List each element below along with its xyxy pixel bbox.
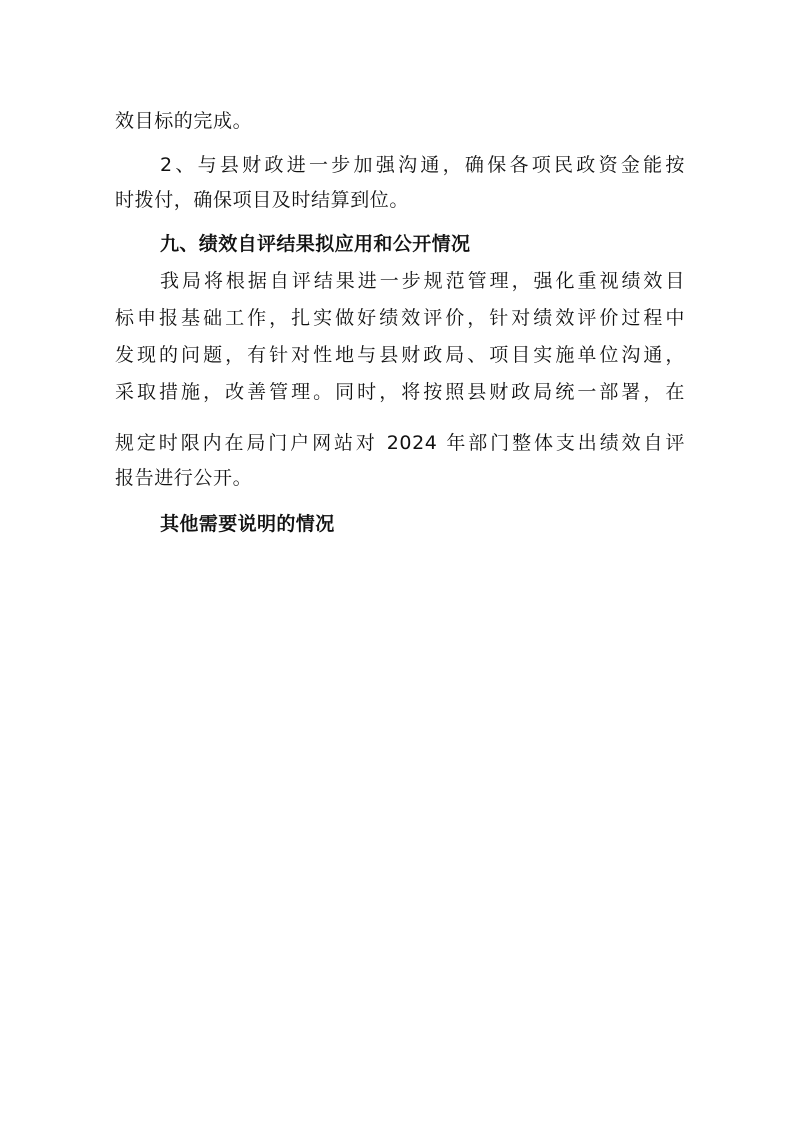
paragraph-item-2-line-2: 时拨付，确保项目及时结算到位。 [115,189,410,211]
paragraph-line-3: 发现的问题，有针对性地与县财政局、项目实施单位沟通， [115,344,685,366]
paragraph-line-1: 我局将根据自评结果进一步规范管理，强化重视绩效目 [160,270,685,292]
paragraph-item-2-line-1: 2、与县财政进一步加强沟通，确保各项民政资金能按 [160,154,685,176]
paragraph-line-6: 报告进行公开。 [115,467,253,489]
section-heading-nine: 九、绩效自评结果拟应用和公开情况 [160,233,471,255]
paragraph-line-4: 采取措施，改善管理。同时，将按照县财政局统一部署，在 [115,381,685,403]
section-heading-other: 其他需要说明的情况 [160,513,335,535]
paragraph-line-continuation: 效目标的完成。 [115,110,253,132]
paragraph-line-2: 标申报基础工作，扎实做好绩效评价，针对绩效评价过程中 [115,307,685,329]
paragraph-line-5: 规定时限内在局门户网站对 2024 年部门整体支出绩效自评 [115,432,685,454]
